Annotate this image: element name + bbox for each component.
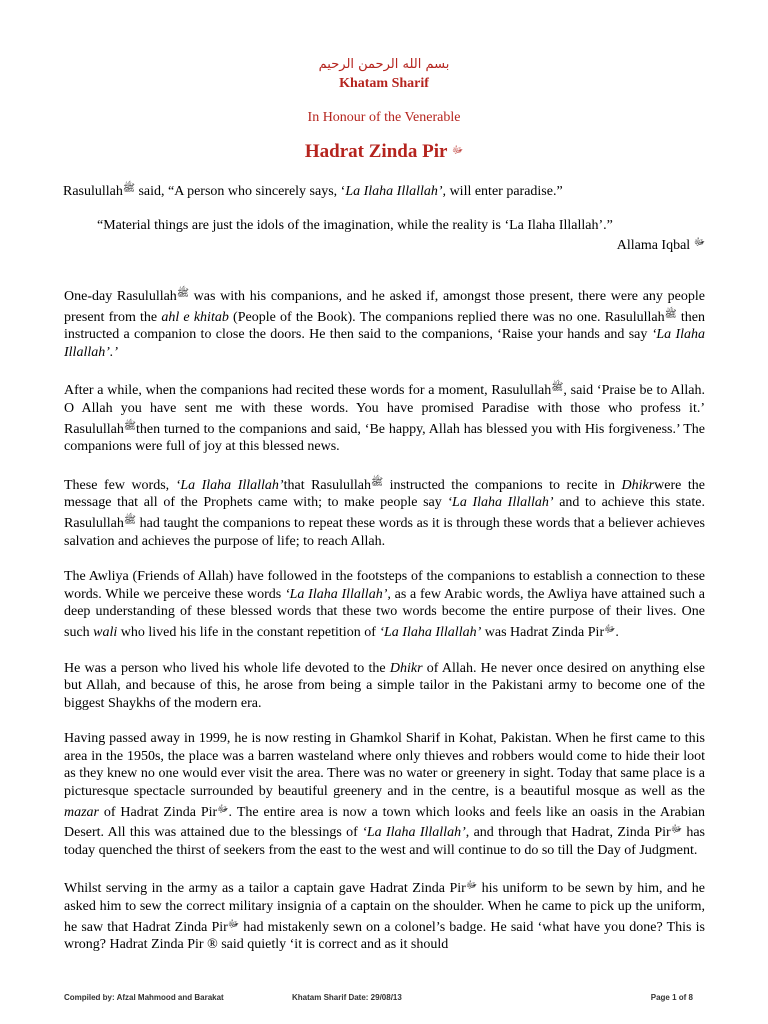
- body-paragraph: [64, 285, 705, 361]
- paragraph-text: Having passed away in 1999, he is now resting in Ghamkol Sharif in Kohat, Pakistan. When he first came to this area in the 1950s, the place was a barren wasteland where only thieves and robbers would come to hide their loot as they knew no one would ever visit the area. There was no water or greenery in sight. Today that same place is a picturesque spectacle surrounded by beautiful greenery and in the centre, is a beautiful mosque as well as the: [64, 731, 705, 800]
- paragraph-text: .: [615, 624, 619, 640]
- paragraph-text: . The entire area is now a town which looks and feels like an oasis in the Arabian Desert. All this was attained due to the blessings of: [64, 804, 705, 841]
- paragraph-text: (People of the Book). The companions replied there was no one. Rasulullah: [228, 309, 665, 325]
- paragraph-text: These few words,: [64, 477, 176, 493]
- body-text: [64, 285, 705, 972]
- honorific-glyph: ﷻ: [465, 880, 478, 892]
- page-title: [0, 141, 768, 163]
- paragraph-text: of Hadrat Zinda Pir: [99, 804, 218, 820]
- honorific-glyph: ﷻ: [693, 237, 705, 248]
- body-paragraph: [64, 568, 705, 641]
- italic-text: Dhikr: [621, 477, 655, 493]
- paragraph-text: of Allah. He never once desired on anything else but Allah, and because of this, he arose from being a simple tailor in the Pakistani army to become one of the biggest Shaykhs of the modern era.: [64, 660, 705, 711]
- honorific-glyph: ﷻ: [451, 145, 464, 156]
- honorific-glyph: ﷺ: [551, 382, 564, 394]
- italic-text: ‘La Ilaha Illallah’: [379, 624, 482, 640]
- paragraph-text: then instructed a companion to close the doors. He then said to the companions, ‘Raise your hands and say: [64, 309, 706, 343]
- paragraph-text: had mistakenly sewn on a colonel’s badge. He said ‘what have you done? This is wrong? Hadrat Zinda Pir ® said quietly ‘it is correct and as it should: [64, 919, 705, 953]
- khatam-heading: Khatam Sharif: [339, 76, 429, 91]
- body-paragraph: [64, 730, 705, 859]
- italic-text: ‘La Ilaha Illallah’.’: [64, 327, 705, 360]
- honorific-glyph: ﷻ: [670, 824, 682, 836]
- honorific-glyph: ﷺ: [370, 476, 384, 488]
- italic-text: wali: [93, 624, 118, 640]
- paragraph-text: One-day Rasulullah: [64, 289, 177, 304]
- quote-text: said, “A person who sincerely says, ‘: [134, 184, 346, 199]
- italic-text: mazar: [64, 804, 100, 820]
- paragraph-text: and to achieve this state. Rasulullah: [64, 495, 705, 531]
- bismillah-heading: بسم الله الرحمن الرحيم: [318, 57, 450, 72]
- honorific-glyph: ﷺ: [123, 514, 136, 526]
- paragraph-text: had taught the companions to repeat these words as it is through these words that a believer achieves salvation and achieves the purpose of life; to reach Allah.: [64, 515, 705, 549]
- footer-date: Khatam Sharif Date: 29/08/13: [292, 993, 402, 1002]
- paragraph-text: instructed the companions to recite in: [383, 477, 622, 493]
- paragraph-text: then turned to the companions and said, ‘Be happy, Allah has blessed you with His forgiveness.’ The companions were full of joy at this blessed news.: [64, 421, 705, 455]
- italic-text: ahl e khitab: [161, 309, 229, 325]
- honorific-glyph: ﷺ: [176, 288, 189, 299]
- body-paragraph: [64, 379, 705, 455]
- quote-attribution: [380, 236, 705, 254]
- paragraph-text: as a few Arabic words, the Awliya have attained such a deep understanding of these blessed words that these two words become the entire purpose of their lives. One such: [64, 586, 705, 640]
- body-paragraph: [64, 474, 705, 550]
- honorific-glyph: ﷻ: [217, 803, 229, 815]
- honorific-glyph: ﷺ: [664, 308, 677, 320]
- italic-text: Dhikr: [389, 660, 423, 676]
- paragraph-text: that Rasulullah: [283, 477, 371, 493]
- quote-text: will enter paradise.”: [446, 184, 563, 199]
- paragraph-text: who lived his life in the constant repetition of: [117, 624, 380, 640]
- paragraph-text: , said ‘Praise be to Allah. O Allah you have sent me with these words. You have promised Paradise with those who profess it.’ Rasulullah: [64, 383, 705, 437]
- italic-text: ‘La Ilaha Illallah’: [362, 825, 466, 841]
- quote-italic-text: La Ilaha Illallah’,: [345, 184, 447, 199]
- quote-text: Rasulullah: [63, 184, 123, 199]
- paragraph-text: was with his companions, and he asked if, amongst those present, there were any people present from the: [64, 289, 705, 325]
- attribution-text: Allama Iqbal: [616, 238, 691, 253]
- paragraph-text: his uniform to be sewn by him, and he asked him to sew the correct military insignia of a captain on the shoulder. When he came to pick up the uniform, he saw that Hadrat Zinda Pir: [64, 881, 705, 935]
- footer-page-number: Page 1 of 8: [650, 993, 693, 1002]
- honour-subtitle: In Honour of the Venerable: [307, 110, 461, 125]
- honorific-glyph: ﷺ: [122, 183, 135, 194]
- paragraph-text: Whilst serving in the army as a tailor a captain gave Hadrat Zinda Pir: [64, 881, 466, 897]
- paragraph-text: He was a person who lived his whole life devoted to the: [64, 660, 390, 676]
- paragraph-text: , and through that Hadrat, Zinda Pir: [465, 825, 671, 841]
- honorific-glyph: ﷺ: [123, 420, 136, 432]
- honorific-glyph: ﷻ: [227, 918, 240, 930]
- italic-text: ‘La Ilaha Illallah’,: [284, 586, 391, 602]
- hadith-quote: [63, 182, 763, 200]
- iqbal-quote: “Material things are just the idols of the imagination, while the reality is ‘La Ilaha Illallah’.”: [97, 218, 613, 233]
- title-text: Hadrat Zinda Pir: [304, 141, 448, 162]
- honorific-glyph: ﷻ: [604, 623, 616, 635]
- body-paragraph: [64, 660, 705, 713]
- italic-text: ‘La Ilaha Illallah’: [175, 477, 284, 493]
- paragraph-text: were the message that all of the Prophets came with; to make people say: [64, 477, 705, 511]
- italic-text: ‘La Ilaha Illallah’: [447, 495, 554, 511]
- body-paragraph: [64, 877, 705, 953]
- paragraph-text: The Awliya (Friends of Allah) have followed in the footsteps of the companions to establish a connection to these words. While we perceive these words: [64, 569, 705, 602]
- paragraph-text: has today quenched the thirst of seekers from the east to the west and will continue to do so till the Day of Judgment.: [64, 825, 705, 858]
- paragraph-text: After a while, when the companions had recited these words for a moment, Rasulullah: [64, 383, 552, 399]
- footer-compiled-by: Compiled by: Afzal Mahmood and Barakat: [64, 993, 224, 1002]
- paragraph-text: was Hadrat Zinda Pir: [481, 624, 605, 640]
